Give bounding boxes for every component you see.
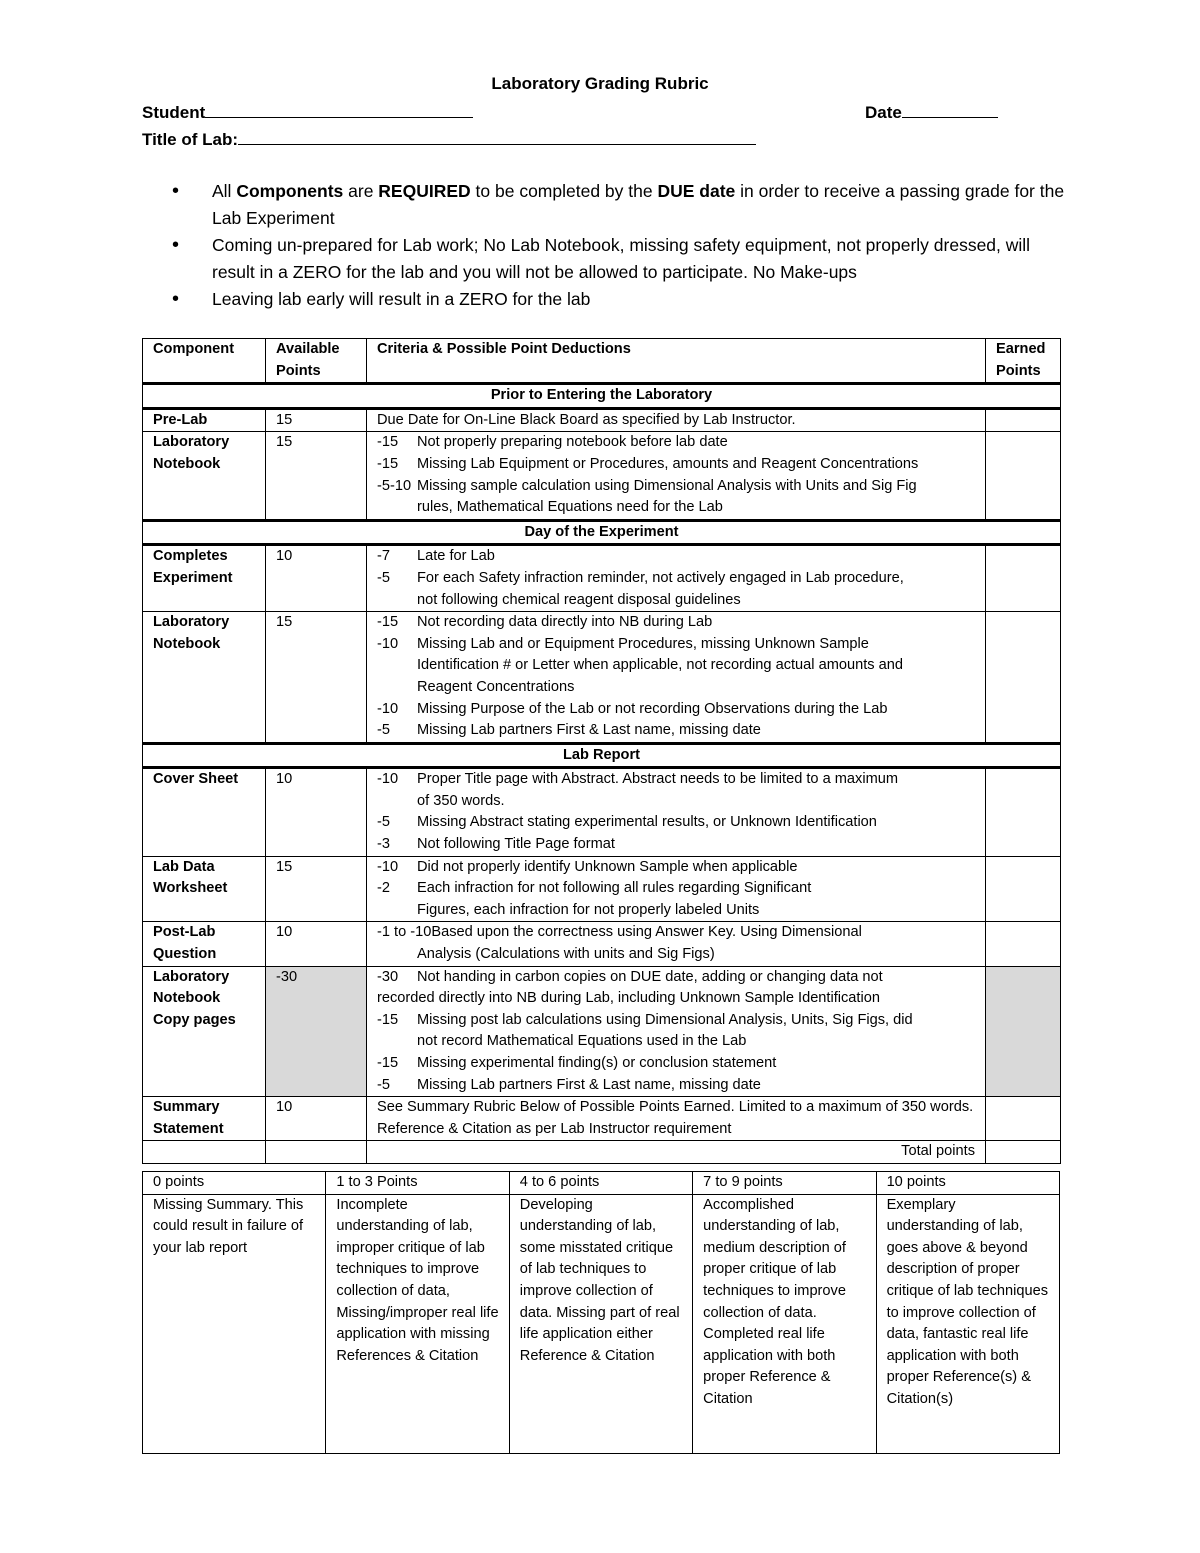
deduction-text: Missing Lab Equipment or Procedures, amounts and Reagent Concentrations [417, 455, 919, 472]
criteria-cell [367, 922, 986, 966]
deduction-points: -15 [377, 434, 399, 451]
requirements-list [172, 178, 1072, 313]
deduction-text: For each Safety infraction reminder, not actively engaged in Lab procedure, [417, 569, 904, 586]
deduction-line [377, 634, 975, 656]
deduction-line [377, 1010, 975, 1032]
deduction-text: Missing Lab partners First & Last name, missing date [417, 722, 761, 739]
page-title: Laboratory Grading Rubric [491, 74, 709, 93]
criteria-cell [367, 1097, 986, 1141]
deduction-line [377, 432, 975, 454]
bullet-dot-icon: • [172, 288, 180, 310]
deduction-continuation: Identification # or Letter when applicable, not recording actual amounts and [417, 657, 903, 674]
total-blank-cell [266, 1141, 367, 1164]
header-component: Component [143, 339, 266, 384]
total-points-label: Total points [367, 1141, 986, 1164]
available-points-cell: 15 [266, 432, 367, 520]
student-line [142, 101, 473, 123]
header-available-points: Available Points [266, 339, 367, 384]
total-points-cell[interactable] [986, 1141, 1061, 1164]
title-of-lab-blank[interactable] [238, 128, 756, 145]
bullet-text: Coming un-prepared for Lab work; No Lab Notebook, missing safety equipment, not properly dressed, will result in a ZERO for the lab and you will not be allowed to participate. No Make-ups [212, 235, 1031, 282]
table-row [143, 922, 1061, 966]
deduction-text: Proper Title page with Abstract. Abstract needs to be limited to a maximum [417, 771, 899, 788]
deduction-text: Missing Lab and or Equipment Procedures, missing Unknown Sample [417, 635, 869, 652]
header-earned-points: Earned Points [986, 339, 1061, 384]
earned-points-cell[interactable] [986, 432, 1061, 520]
table-header-row [143, 339, 1061, 384]
criteria-cell [367, 966, 986, 1097]
criteria-cell [367, 545, 986, 612]
earned-points-cell[interactable] [986, 856, 1061, 922]
earned-points-cell[interactable] [986, 408, 1061, 432]
date-blank[interactable] [902, 101, 998, 118]
header-criteria: Criteria & Possible Point Deductions [367, 339, 986, 384]
summary-description: Accomplished understanding of lab, medium description of proper critique of lab techniques to improve collection of data. Completed real life application with both proper Reference & Citation [693, 1194, 876, 1453]
table-row [143, 966, 1061, 1097]
deduction-points: -5-10 [377, 477, 412, 494]
deduction-points: -15 [377, 455, 399, 472]
summary-description-row [143, 1194, 1060, 1453]
table-row [143, 856, 1061, 922]
component-cell: Cover Sheet [143, 768, 266, 856]
date-line [865, 101, 998, 123]
table-row [143, 545, 1061, 612]
deduction-text: Not properly preparing notebook before lab date [417, 434, 728, 451]
total-row [143, 1141, 1061, 1164]
available-points-cell: 10 [266, 768, 367, 856]
summary-description: Incomplete understanding of lab, improper critique of lab techniques to improve collection of data, Missing/improper real life application with missing References & Citation [326, 1194, 509, 1453]
section-title: Day of the Experiment [143, 520, 1061, 545]
earned-points-cell[interactable] [986, 1097, 1061, 1141]
deduction-points: -5 [377, 1076, 390, 1093]
deduction-text: Missing Abstract stating experimental results, or Unknown Identification [417, 814, 877, 831]
available-points-cell: 15 [266, 408, 367, 432]
summary-description: Exemplary understanding of lab, goes above & beyond description of proper critique of lab techniques to improve collection of data, fantastic real life application with both proper Reference(s) & Citation(s) [876, 1194, 1059, 1453]
deduction-points: -10 [377, 700, 399, 717]
table-row [143, 612, 1061, 744]
deduction-text: Did not properly identify Unknown Sample when applicable [417, 858, 798, 875]
deduction-points: -5 [377, 722, 390, 739]
deduction-line [377, 1075, 975, 1097]
deduction-continuation: of 350 words. [417, 792, 505, 809]
available-points-cell: 15 [266, 612, 367, 744]
deduction-text: Based upon the correctness using Answer Key. Using Dimensional [431, 924, 862, 941]
deduction-line [377, 568, 975, 590]
available-points-cell: 10 [266, 1097, 367, 1141]
deduction-line [377, 878, 975, 900]
deduction-text: Not following Title Page format [417, 836, 615, 853]
deduction-points: -10 [377, 771, 399, 788]
deduction-text: Missing sample calculation using Dimensional Analysis with Units and Sig Fig [417, 477, 917, 494]
bullet-text: to be completed by the [470, 181, 658, 201]
deduction-line [377, 922, 975, 944]
deduction-line [377, 769, 975, 791]
deduction-line [377, 967, 975, 989]
summary-rubric-table [142, 1171, 1060, 1454]
deduction-text: See Summary Rubric Below of Possible Points Earned. Limited to a maximum of 350 words. Reference & Citation as per Lab Instructor requirement [377, 1099, 974, 1137]
earned-points-cell[interactable] [986, 612, 1061, 744]
grading-table [142, 338, 1061, 1164]
criteria-cell [367, 856, 986, 922]
bullet-text: REQUIRED [378, 181, 471, 201]
earned-points-cell[interactable] [986, 966, 1061, 1097]
student-blank[interactable] [205, 101, 473, 118]
date-label: Date [865, 103, 902, 122]
deduction-points: -5 [377, 569, 390, 586]
deduction-points: -7 [377, 548, 390, 565]
component-cell: Laboratory Notebook Copy pages [143, 966, 266, 1097]
available-points-cell: -30 [266, 966, 367, 1097]
summary-level: 10 points [876, 1172, 1059, 1195]
criteria-cell [367, 768, 986, 856]
deduction-line [377, 476, 975, 498]
deduction-line [377, 454, 975, 476]
deduction-points: -10 [377, 858, 399, 875]
component-cell: Laboratory Notebook [143, 432, 266, 520]
bullet-text: DUE date [657, 181, 736, 201]
deduction-text: Missing Lab partners First & Last name, missing date [417, 1076, 761, 1093]
bullet-text: in order to receive a passing grade for the Lab Experiment [212, 181, 1065, 228]
component-cell: Summary Statement [143, 1097, 266, 1141]
total-blank-cell [143, 1141, 266, 1164]
component-cell: Post-Lab Question [143, 922, 266, 966]
earned-points-cell[interactable] [986, 768, 1061, 856]
deduction-points: -30 [377, 968, 399, 985]
section-row [143, 384, 1061, 409]
section-title: Prior to Entering the Laboratory [143, 384, 1061, 409]
bullet-text: are [343, 181, 379, 201]
deduction-text: Not recording data directly into NB during Lab [417, 614, 713, 631]
deduction-text: Each infraction for not following all rules regarding Significant [417, 880, 812, 897]
summary-description: Developing understanding of lab, some misstated critique of lab techniques to improve collection of data. Missing part of real life application either Reference & Citation [509, 1194, 692, 1453]
available-points-cell: 15 [266, 856, 367, 922]
summary-level-row [143, 1172, 1060, 1195]
component-cell: Laboratory Notebook [143, 612, 266, 744]
section-title: Lab Report [143, 743, 1061, 768]
section-row [143, 520, 1061, 545]
deduction-text: Missing post lab calculations using Dimensional Analysis, Units, Sig Figs, did [417, 1011, 913, 1028]
deduction-line [377, 546, 975, 568]
deduction-continuation: rules, Mathematical Equations need for the Lab [417, 499, 723, 516]
criteria-cell [367, 408, 986, 432]
criteria-cell [367, 612, 986, 744]
table-row [143, 768, 1061, 856]
bullet-item [172, 232, 1072, 286]
deduction-points: -15 [377, 614, 399, 631]
deduction-line [377, 699, 975, 721]
summary-level: 7 to 9 points [693, 1172, 876, 1195]
bullet-dot-icon: • [172, 180, 180, 202]
component-cell: Completes Experiment [143, 545, 266, 612]
deduction-points: -5 [377, 814, 390, 831]
deduction-line [377, 1097, 975, 1140]
deduction-text: Missing Purpose of the Lab or not recording Observations during the Lab [417, 700, 888, 717]
bullet-item [172, 178, 1072, 232]
deduction-text: Missing experimental finding(s) or conclusion statement [417, 1055, 777, 1071]
title-of-lab-label: Title of Lab: [142, 130, 239, 149]
deduction-points: -10 [377, 635, 399, 652]
student-label: Student [142, 103, 206, 122]
deduction-text: Due Date for On-Line Black Board as specified by Lab Instructor. [377, 411, 796, 428]
summary-level: 0 points [143, 1172, 326, 1195]
deduction-points: -15 [377, 1055, 399, 1071]
bullet-text: Leaving lab early will result in a ZERO for the lab [212, 289, 591, 309]
earned-points-cell[interactable] [986, 922, 1061, 966]
deduction-line [377, 812, 975, 834]
deduction-points: -2 [377, 880, 390, 897]
bullet-text: Components [236, 181, 344, 201]
deduction-continuation: not following chemical reagent disposal guidelines [417, 591, 741, 608]
summary-level: 1 to 3 Points [326, 1172, 509, 1195]
deduction-continuation: Reagent Concentrations [417, 678, 575, 695]
deduction-line [377, 720, 975, 742]
table-row [143, 1097, 1061, 1141]
bullet-item [172, 286, 1072, 313]
deduction-line [377, 857, 975, 879]
deduction-line [377, 834, 975, 856]
deduction-line [377, 612, 975, 634]
criteria-cell [367, 432, 986, 520]
available-points-cell: 10 [266, 922, 367, 966]
deduction-continuation: not record Mathematical Equations used in the Lab [417, 1033, 747, 1050]
section-row [143, 743, 1061, 768]
table-row [143, 408, 1061, 432]
deduction-points: -3 [377, 836, 390, 853]
deduction-continuation: Figures, each infraction for not properly labeled Units [417, 901, 760, 918]
deduction-points: -1 to -10 [377, 924, 432, 941]
available-points-cell: 10 [266, 545, 367, 612]
deduction-wrap: recorded directly into NB during Lab, including Unknown Sample Identification [377, 990, 880, 1007]
earned-points-cell[interactable] [986, 545, 1061, 612]
deduction-points: -15 [377, 1011, 399, 1028]
title-of-lab-line [142, 128, 756, 150]
deduction-text: Late for Lab [417, 548, 495, 565]
deduction-line [377, 1053, 975, 1075]
bullet-text: All [212, 181, 237, 201]
deduction-text: Not handing in carbon copies on DUE date, adding or changing data not [417, 968, 883, 985]
bullet-dot-icon: • [172, 234, 180, 256]
table-row [143, 432, 1061, 520]
component-cell: Pre-Lab [143, 408, 266, 432]
deduction-line [377, 410, 975, 432]
component-cell: Lab Data Worksheet [143, 856, 266, 922]
summary-description: Missing Summary. This could result in failure of your lab report [143, 1194, 326, 1453]
summary-level: 4 to 6 points [509, 1172, 692, 1195]
deduction-continuation: Analysis (Calculations with units and Sig Figs) [417, 946, 715, 963]
